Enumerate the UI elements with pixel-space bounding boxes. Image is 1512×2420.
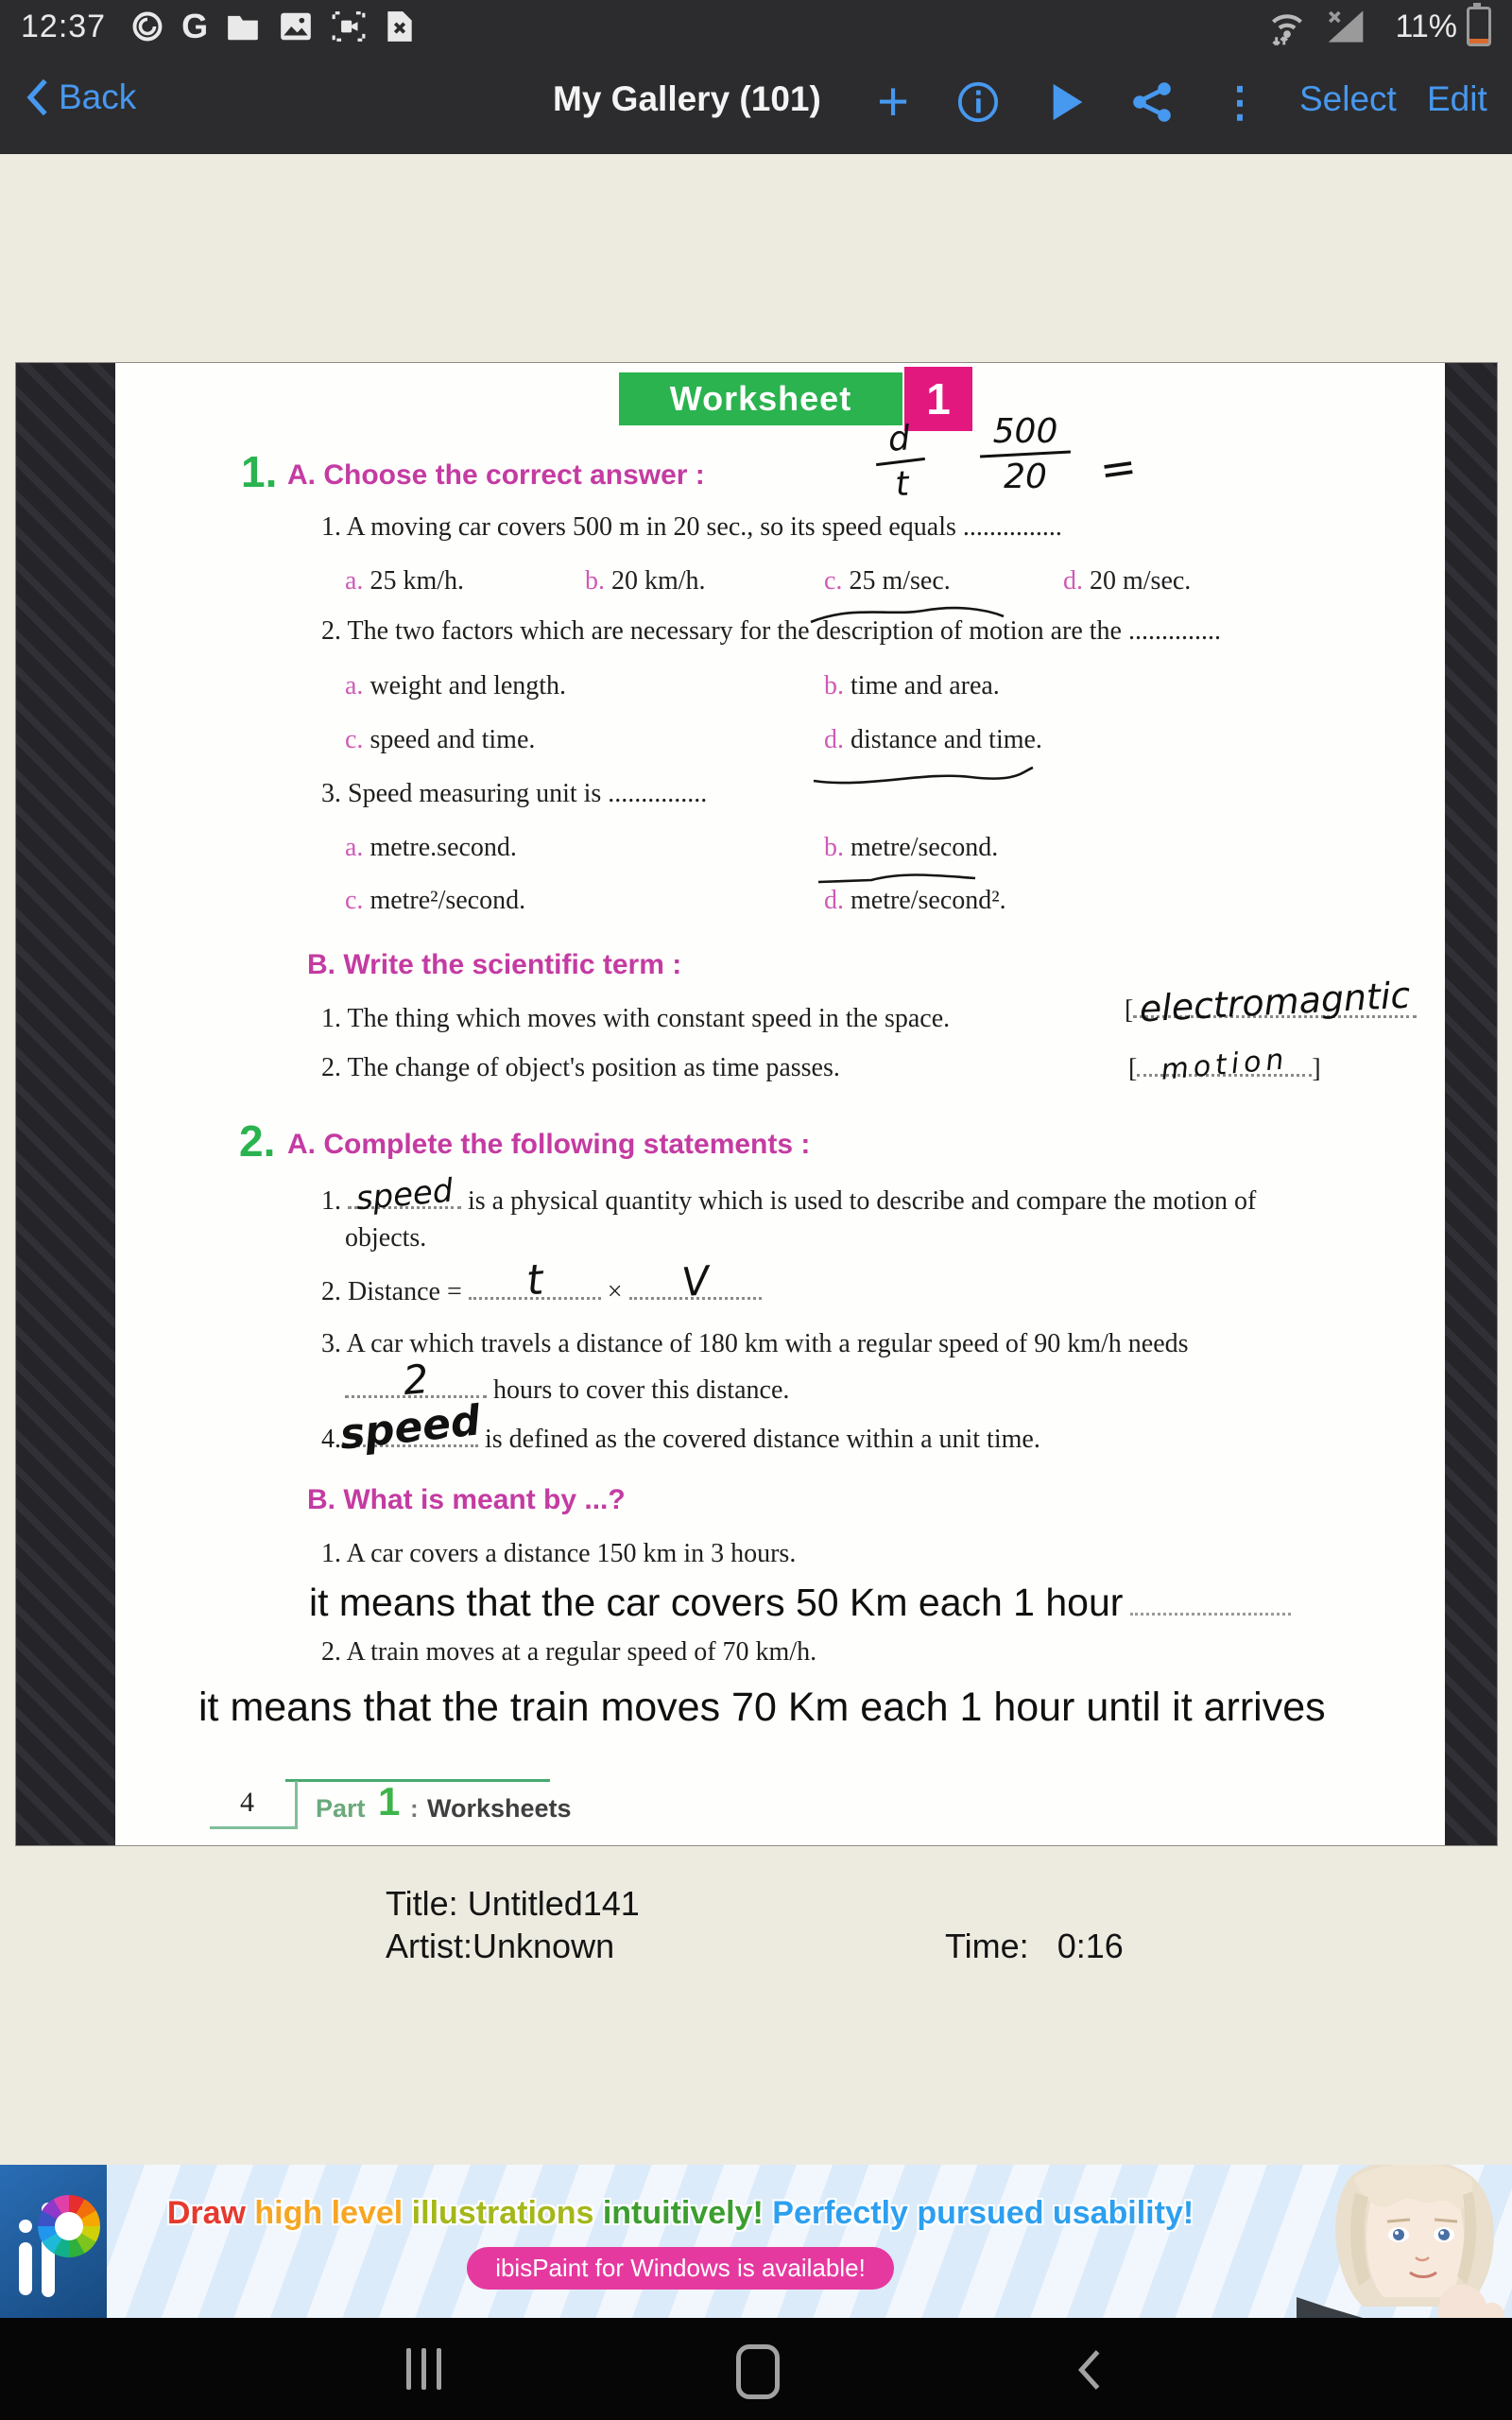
sectionB1-heading: B. Write the scientific term :: [307, 949, 682, 980]
sectionB2-heading: B. What is meant by ...?: [307, 1484, 626, 1515]
part-label: Part: [316, 1794, 366, 1823]
play-icon: [1048, 80, 1088, 124]
title-label: Title:: [386, 1884, 458, 1923]
handwritten-fraction-dt: d t: [873, 418, 928, 505]
folder-icon: [225, 8, 261, 45]
wifi-icon: [1266, 8, 1308, 45]
artist-label: Artist:: [386, 1927, 473, 1965]
s2-item2: 2. Distance = t × V: [321, 1272, 762, 1307]
artwork-dark-band-right: [1445, 363, 1497, 1845]
q3-option-b: b. metre/second.: [824, 833, 999, 862]
s2-item4: 4. speed is defined as the covered distance within a unit time.: [321, 1396, 1040, 1460]
b2-typed-answer1: it means that the car covers 50 Km each 1 hour: [309, 1581, 1291, 1625]
q3-option-c: c. metre²/second.: [345, 886, 526, 915]
battery-percent: 11%: [1395, 8, 1457, 44]
worksheet-number-box: 1: [904, 367, 972, 431]
worksheet-page: [115, 363, 1445, 1845]
ad-cta-button[interactable]: ibisPaint for Windows is available!: [467, 2247, 894, 2290]
part-title: Worksheets: [427, 1794, 572, 1823]
artwork-image[interactable]: [16, 363, 1497, 1845]
play-button[interactable]: [1040, 74, 1096, 130]
share-button[interactable]: [1125, 74, 1181, 130]
b1-item1-text: 1. The thing which moves with constant speed in the space.: [321, 1004, 951, 1033]
android-back-button[interactable]: [1075, 2348, 1102, 2392]
more-menu-button[interactable]: ⋮: [1219, 78, 1261, 126]
footer-vline: [295, 1781, 298, 1829]
s2-item1-line2: objects.: [345, 1223, 427, 1253]
q3-option-d: d. metre/second².: [824, 886, 1006, 915]
data-saver-icon: [130, 8, 164, 45]
clock: 12:37: [21, 8, 107, 44]
status-right: [1266, 7, 1491, 46]
android-nav-bar: [0, 2318, 1512, 2420]
page-title: My Gallery (101): [553, 79, 821, 118]
chevron-left-icon: [25, 78, 49, 117]
ibispaint-logo: [0, 2165, 107, 2318]
select-button[interactable]: Select: [1299, 79, 1397, 118]
file-x-icon: [384, 8, 416, 45]
q3-text: 3. Speed measuring unit is ...............: [321, 779, 708, 808]
q1-option-b: b. 20 km/h.: [585, 566, 706, 596]
top-header: [0, 0, 1512, 154]
page-number: 4: [240, 1787, 254, 1818]
b1-item2-text: 2. The change of object's position as time passes.: [321, 1053, 840, 1082]
screen-capture-icon: [331, 8, 367, 45]
answer-underline-squiggle: [810, 762, 1037, 790]
s2-item3: 3. A car which travels a distance of 180 km with a regular speed of 90 km/h needs: [321, 1329, 1189, 1358]
status-bar: [0, 0, 1512, 53]
ad-content: [123, 2165, 1238, 2318]
b2-question2: 2. A train moves at a regular speed of 70 km/h.: [321, 1637, 817, 1667]
title-value: Untitled141: [467, 1884, 640, 1923]
app-nav-bar: [0, 53, 1512, 154]
s2-item1: 1. speed is a physical quantity which is used to describe and compare the motion of: [321, 1171, 1257, 1219]
section1-number: 1.: [241, 447, 278, 496]
edit-button[interactable]: Edit: [1427, 79, 1487, 118]
info-button[interactable]: [950, 74, 1006, 130]
ad-character-illustration: [1297, 2165, 1512, 2318]
info-icon: [956, 80, 1000, 124]
section1-heading: A. Choose the correct answer :: [287, 459, 705, 491]
b2-typed-answer2: it means that the train moves 70 Km each 1 hour until it arrives: [198, 1685, 1326, 1730]
handwritten-equals: =: [1096, 440, 1141, 496]
google-icon: G: [181, 7, 209, 45]
q1-option-c: c. 25 m/sec.: [824, 566, 951, 596]
artwork-artist: [386, 1927, 614, 1966]
artwork-dark-band-left: [16, 363, 115, 1845]
section2-number: 2.: [239, 1116, 276, 1166]
b1-item2-answer: [ motion ]: [1128, 1043, 1321, 1087]
q2-text: 2. The two factors which are necessary for the description of motion are the ..............: [321, 616, 1221, 646]
time-label: Time:: [945, 1927, 1029, 1965]
part-number: 1: [378, 1779, 401, 1824]
ad-banner[interactable]: [0, 2165, 1512, 2318]
ad-headline: Draw high level illustrations intuitively! Perfectly pursued usability!: [166, 2195, 1194, 2231]
home-button[interactable]: [736, 2344, 780, 2399]
battery-icon: [1467, 7, 1491, 46]
back-button[interactable]: [25, 78, 136, 117]
q1-text: 1. A moving car covers 500 m in 20 sec., so its speed equals ...............: [321, 512, 1062, 542]
artwork-time: [945, 1927, 1124, 1966]
q1-option-a: a. 25 km/h.: [345, 566, 464, 596]
worksheet-title-box: Worksheet: [619, 372, 902, 425]
back-label: Back: [59, 78, 137, 116]
footer-green-line: [285, 1779, 550, 1782]
time-value: 0:16: [1057, 1927, 1124, 1965]
artist-value: Unknown: [472, 1927, 615, 1965]
section2-heading: A. Complete the following statements :: [287, 1129, 811, 1160]
handwritten-fraction-500-20: 500 20: [980, 412, 1071, 496]
cellular-signal-icon: [1325, 8, 1366, 45]
recents-button[interactable]: [406, 2348, 441, 2390]
gallery-icon: [278, 8, 314, 45]
footer-underline: [210, 1826, 297, 1829]
b1-item1-answer: [ electromagntic: [1125, 991, 1417, 1026]
q1-option-d: d. 20 m/sec.: [1063, 566, 1192, 596]
q2-option-d: d. distance and time.: [824, 725, 1042, 754]
b2-question1: 1. A car covers a distance 150 km in 3 hours.: [321, 1539, 797, 1568]
q2-option-a: a. weight and length.: [345, 671, 567, 700]
q2-option-b: b. time and area.: [824, 671, 1000, 700]
add-button[interactable]: +: [877, 71, 909, 132]
s2-item3-line2: 2 hours to cover this distance.: [345, 1371, 789, 1406]
q3-option-a: a. metre.second.: [345, 833, 517, 862]
share-icon: [1130, 79, 1176, 125]
q2-option-c: c. speed and time.: [345, 725, 536, 754]
part-separator: :: [410, 1794, 419, 1823]
artwork-title: [386, 1884, 640, 1924]
